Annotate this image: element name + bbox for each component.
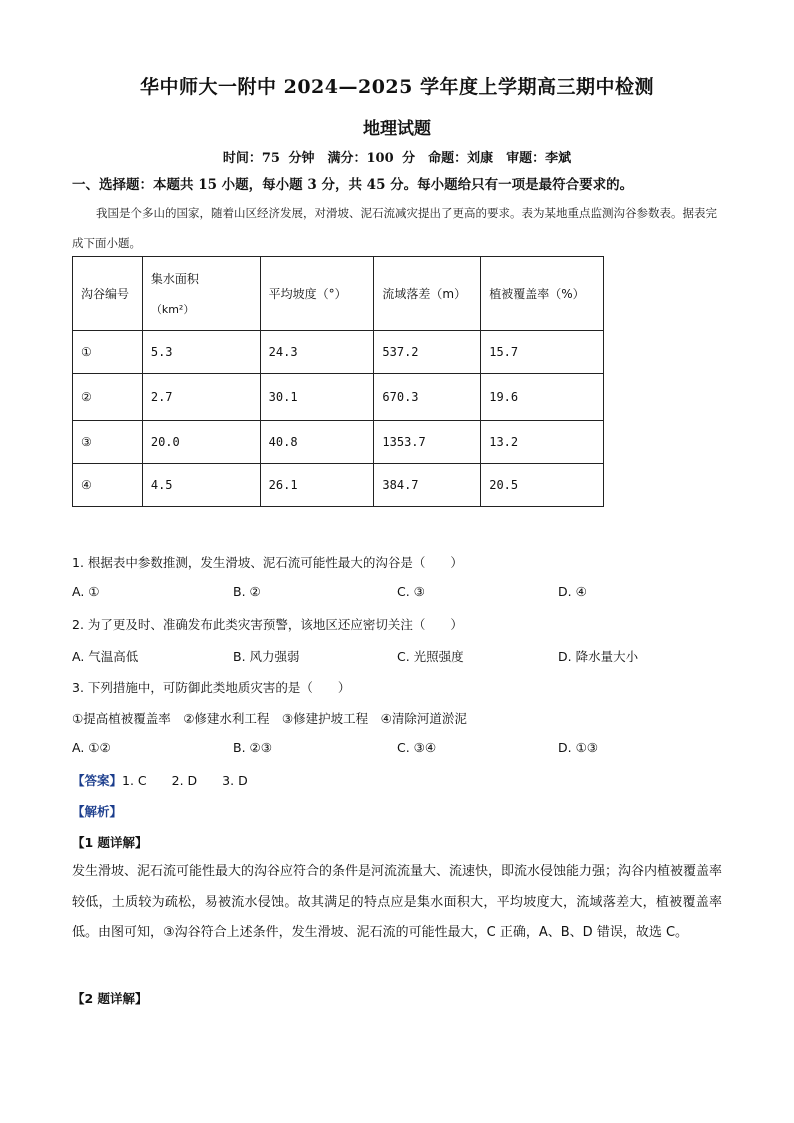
subject-title: 地理试题 <box>363 119 431 139</box>
cell-slope: 24.3 <box>260 331 374 374</box>
table-header-row <box>73 257 604 331</box>
question-1-option-d: D. ④ <box>558 584 587 599</box>
cell-slope: 40.8 <box>260 421 374 464</box>
header-average-slope: 平均坡度（°） <box>260 257 374 331</box>
cell-drop: 1353.7 <box>374 421 481 464</box>
table-row <box>73 464 604 507</box>
exam-title: 华中师大一附中 2024—2025 学年度上学期高三期中检测 <box>140 76 654 98</box>
question-2-option-b: B. 风力强弱 <box>233 649 300 664</box>
question-2-option-a: A. 气温高低 <box>72 649 139 664</box>
question-3-option-a: A. ①② <box>72 740 111 755</box>
table-row <box>73 331 604 374</box>
detail-1-tag: 【1 题详解】 <box>72 835 148 850</box>
cell-vegetation: 19.6 <box>481 374 604 421</box>
table-row <box>73 421 604 464</box>
cell-slope: 30.1 <box>260 374 374 421</box>
cell-area: 2.7 <box>142 374 260 421</box>
question-1-option-b: B. ② <box>233 584 261 599</box>
header-catchment-area-unit: （km²） <box>150 303 195 316</box>
table-row <box>73 374 604 421</box>
cell-vegetation: 15.7 <box>481 331 604 374</box>
analysis-tag: 【解析】 <box>72 804 123 819</box>
cell-valley-id: ③ <box>73 421 143 464</box>
question-intro: 我国是个多山的国家，随着山区经济发展，对滑坡、泥石流减灾提出了更高的要求。表为某地重点监测沟谷参数表。据表完成下面小题。 <box>72 206 717 250</box>
cell-drop: 537.2 <box>374 331 481 374</box>
header-elevation-drop: 流域落差（m） <box>374 257 481 331</box>
header-catchment-area-label: 集水面积 <box>150 272 199 286</box>
header-vegetation-cover: 植被覆盖率（%） <box>481 257 604 331</box>
question-1-stem: 1. 根据表中参数推测，发生滑坡、泥石流可能性最大的沟谷是（ ） <box>72 555 463 570</box>
question-1-option-c: C. ③ <box>397 584 425 599</box>
cell-area: 5.3 <box>142 331 260 374</box>
header-valley-id: 沟谷编号 <box>73 257 143 331</box>
question-3-measures: ①提高植被覆盖率 ②修建水利工程 ③修建护坡工程 ④清除河道淤泥 <box>72 711 467 726</box>
cell-valley-id: ② <box>73 374 143 421</box>
cell-vegetation: 20.5 <box>481 464 604 507</box>
question-1-option-a: A. ① <box>72 584 100 599</box>
question-3-option-c: C. ③④ <box>397 740 437 755</box>
cell-slope: 26.1 <box>260 464 374 507</box>
detail-2-tag: 【2 题详解】 <box>72 991 148 1006</box>
cell-valley-id: ① <box>73 331 143 374</box>
question-3-stem: 3. 下列措施中，可防御此类地质灾害的是（ ） <box>72 680 351 695</box>
cell-drop: 670.3 <box>374 374 481 421</box>
cell-valley-id: ④ <box>73 464 143 507</box>
answer-line <box>72 771 248 789</box>
question-2-option-c: C. 光照强度 <box>397 649 464 664</box>
cell-drop: 384.7 <box>374 464 481 507</box>
exam-meta: 时间：75 分钟 满分：100 分 命题：刘康 审题：李斌 <box>222 151 572 166</box>
question-3-option-b: B. ②③ <box>233 740 272 755</box>
answer-tag: 【答案】 <box>72 773 123 788</box>
answer-text: 1. C 2. D 3. D <box>122 773 248 788</box>
detail-1-text: 发生滑坡、泥石流可能性最大的沟谷应符合的条件是河流流量大、流速快，即流水侵蚀能力强；沟谷内植被覆盖率较低，土质较为疏松，易被流水侵蚀。故其满足的特点应是集水面积大，平均坡度大，流域落差大，植被覆盖率低。由图可知，③沟谷符合上述条件，发生滑坡、泥石流的可能性最大，C 正确，A、B、D 错误，故选 C。 <box>72 864 723 940</box>
question-2-option-d: D. 降水量大小 <box>558 649 639 664</box>
valley-parameter-table <box>72 256 604 507</box>
cell-vegetation: 13.2 <box>481 421 604 464</box>
cell-area: 20.0 <box>142 421 260 464</box>
question-2-stem: 2. 为了更及时、准确发布此类灾害预警，该地区还应密切关注（ ） <box>72 617 463 632</box>
question-3-option-d: D. ①③ <box>558 740 598 755</box>
cell-area: 4.5 <box>142 464 260 507</box>
header-catchment-area <box>142 257 260 331</box>
section-heading: 一、选择题：本题共 15 小题，每小题 3 分，共 45 分。每小题给只有一项是最符合要求的。 <box>72 177 634 193</box>
